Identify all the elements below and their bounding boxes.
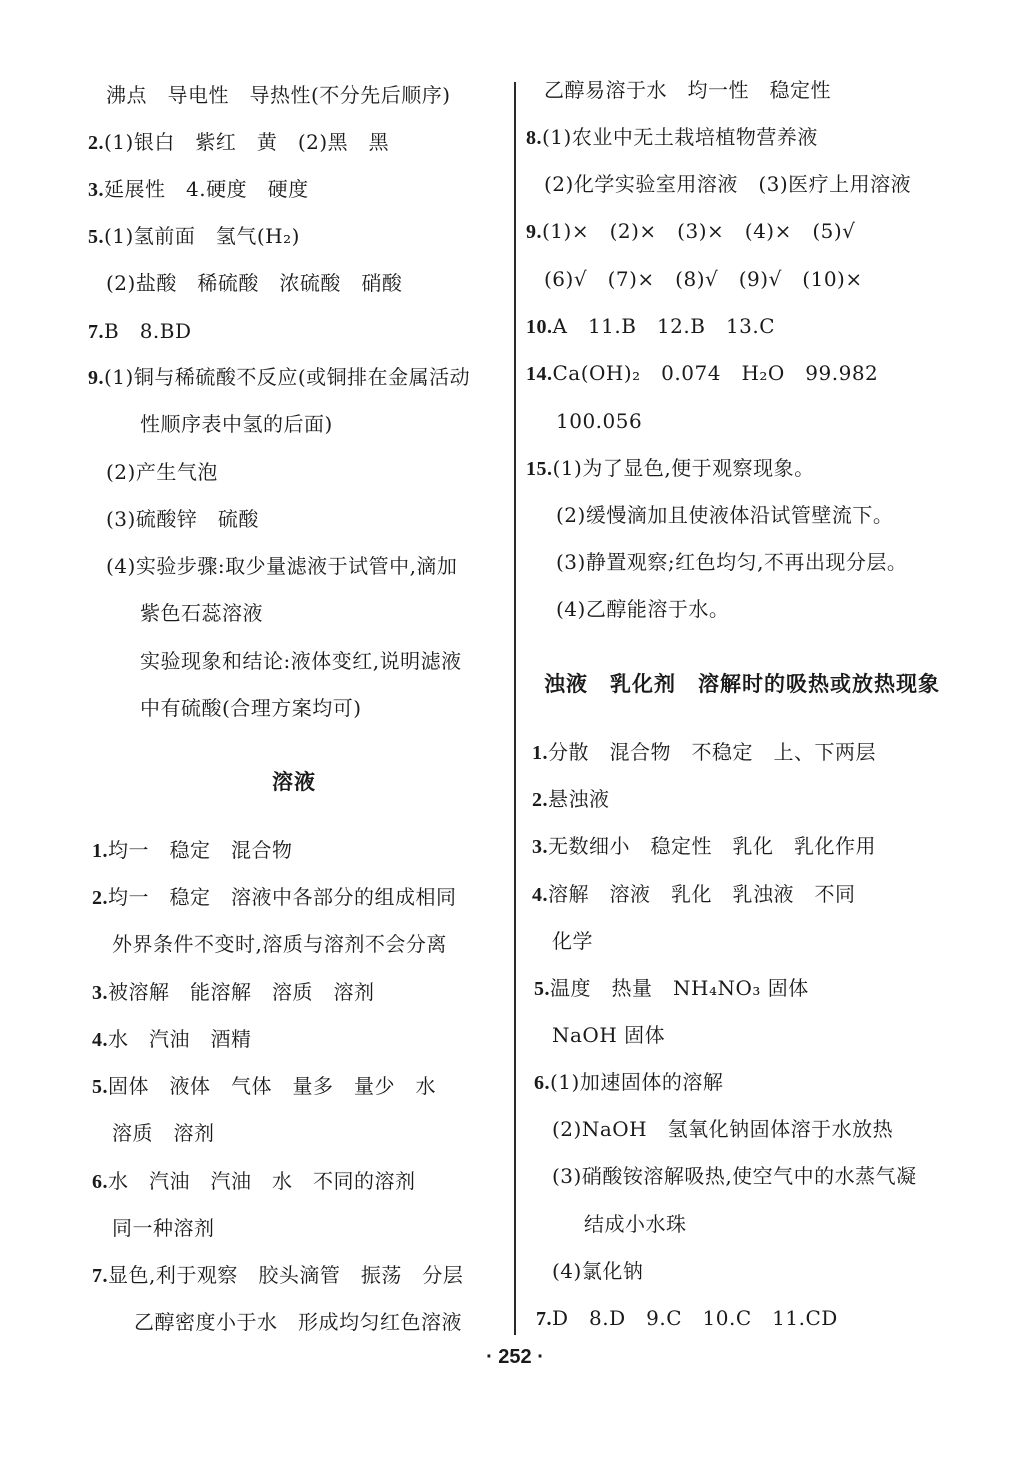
column-divider bbox=[514, 82, 516, 1335]
answer-line: 9.(1)× (2)× (3)× (4)× (5)√ bbox=[526, 219, 856, 243]
answer-line: 溶质 溶剂 bbox=[112, 1121, 215, 1145]
answer-line: (3)静置观察;红色均匀,不再出现分层。 bbox=[556, 550, 908, 574]
answer-line: (3)硫酸锌 硫酸 bbox=[106, 507, 259, 531]
answer-line: 结成小水珠 bbox=[584, 1212, 687, 1236]
answer-line: 7.D 8.D 9.C 10.C 11.CD bbox=[536, 1306, 838, 1330]
answer-line: (4)实验步骤:取少量滤液于试管中,滴加 bbox=[106, 554, 458, 578]
answer-line: 4.溶解 溶液 乳化 乳浊液 不同 bbox=[532, 882, 856, 906]
answer-line: 中有硫酸(合理方案均可) bbox=[140, 696, 362, 720]
answer-line: 3.延展性 4.硬度 硬度 bbox=[88, 177, 309, 201]
answer-line: 同一种溶剂 bbox=[112, 1216, 215, 1240]
answer-line: (4)乙醇能溶于水。 bbox=[556, 597, 730, 621]
answer-line: 1.均一 稳定 混合物 bbox=[92, 838, 293, 862]
answer-line: 2.悬浊液 bbox=[532, 787, 610, 811]
answer-line: (2)产生气泡 bbox=[106, 460, 218, 484]
answer-line: 6.水 汽油 汽油 水 不同的溶剂 bbox=[92, 1169, 416, 1193]
answer-line: 6.(1)加速固体的溶解 bbox=[534, 1070, 724, 1094]
answer-line: (6)√ (7)× (8)√ (9)√ (10)× bbox=[544, 267, 863, 291]
answer-line: 15.(1)为了显色,便于观察现象。 bbox=[526, 456, 815, 480]
answer-line: 1.分散 混合物 不稳定 上、下两层 bbox=[532, 740, 876, 764]
answer-line: 沸点 导电性 导热性(不分先后顺序) bbox=[106, 83, 451, 107]
answer-line: (2)化学实验室用溶液 (3)医疗上用溶液 bbox=[544, 172, 912, 196]
answer-line: 化学 bbox=[552, 929, 593, 953]
answer-line: 4.水 汽油 酒精 bbox=[92, 1027, 252, 1051]
answer-line: 8.(1)农业中无土栽培植物营养液 bbox=[526, 125, 818, 149]
answer-line: NaOH 固体 bbox=[552, 1023, 666, 1047]
answer-line: (4)氯化钠 bbox=[552, 1259, 644, 1283]
answer-line: 2.(1)银白 紫红 黄 (2)黑 黑 bbox=[88, 130, 390, 154]
answer-line: 14.Ca(OH)₂ 0.074 H₂O 99.982 bbox=[526, 361, 879, 385]
answer-line: 外界条件不变时,溶质与溶剂不会分离 bbox=[112, 932, 447, 956]
answer-line: 7.B 8.BD bbox=[88, 319, 192, 343]
answer-line: 2.均一 稳定 溶液中各部分的组成相同 bbox=[92, 885, 457, 909]
answer-line: 9.(1)铜与稀硫酸不反应(或铜排在金属活动 bbox=[88, 365, 471, 389]
answer-line: 3.无数细小 稳定性 乳化 乳化作用 bbox=[532, 834, 876, 858]
answer-line: 5.温度 热量 NH₄NO₃ 固体 bbox=[534, 976, 809, 1000]
answer-line: 5.固体 液体 气体 量多 量少 水 bbox=[92, 1074, 436, 1098]
answer-line: 5.(1)氢前面 氢气(H₂) bbox=[88, 224, 300, 248]
answer-line: 实验现象和结论:液体变红,说明滤液 bbox=[140, 649, 462, 673]
answer-line: 性顺序表中氢的后面) bbox=[140, 412, 333, 436]
answer-line: (2)缓慢滴加且使液体沿试管壁流下。 bbox=[556, 503, 894, 527]
section-heading: 浊液 乳化剂 溶解时的吸热或放热现象 bbox=[544, 672, 940, 696]
answer-line: 10.A 11.B 12.B 13.C bbox=[526, 314, 776, 338]
answer-line: 乙醇密度小于水 形成均匀红色溶液 bbox=[134, 1310, 462, 1334]
answer-line: 紫色石蕊溶液 bbox=[140, 601, 263, 625]
page-number: · 252 · bbox=[486, 1346, 544, 1368]
answer-line: (2)NaOH 氢氧化钠固体溶于水放热 bbox=[552, 1117, 894, 1141]
answer-line: 7.显色,利于观察 胶头滴管 振荡 分层 bbox=[92, 1263, 464, 1287]
section-heading: 溶液 bbox=[272, 770, 316, 794]
answer-line: (3)硝酸铵溶解吸热,使空气中的水蒸气凝 bbox=[552, 1164, 917, 1188]
answer-line: 3.被溶解 能溶解 溶质 溶剂 bbox=[92, 980, 375, 1004]
answer-line: (2)盐酸 稀硫酸 浓硫酸 硝酸 bbox=[106, 271, 403, 295]
answer-line: 100.056 bbox=[556, 409, 643, 433]
answer-line: 乙醇易溶于水 均一性 稳定性 bbox=[544, 78, 831, 102]
